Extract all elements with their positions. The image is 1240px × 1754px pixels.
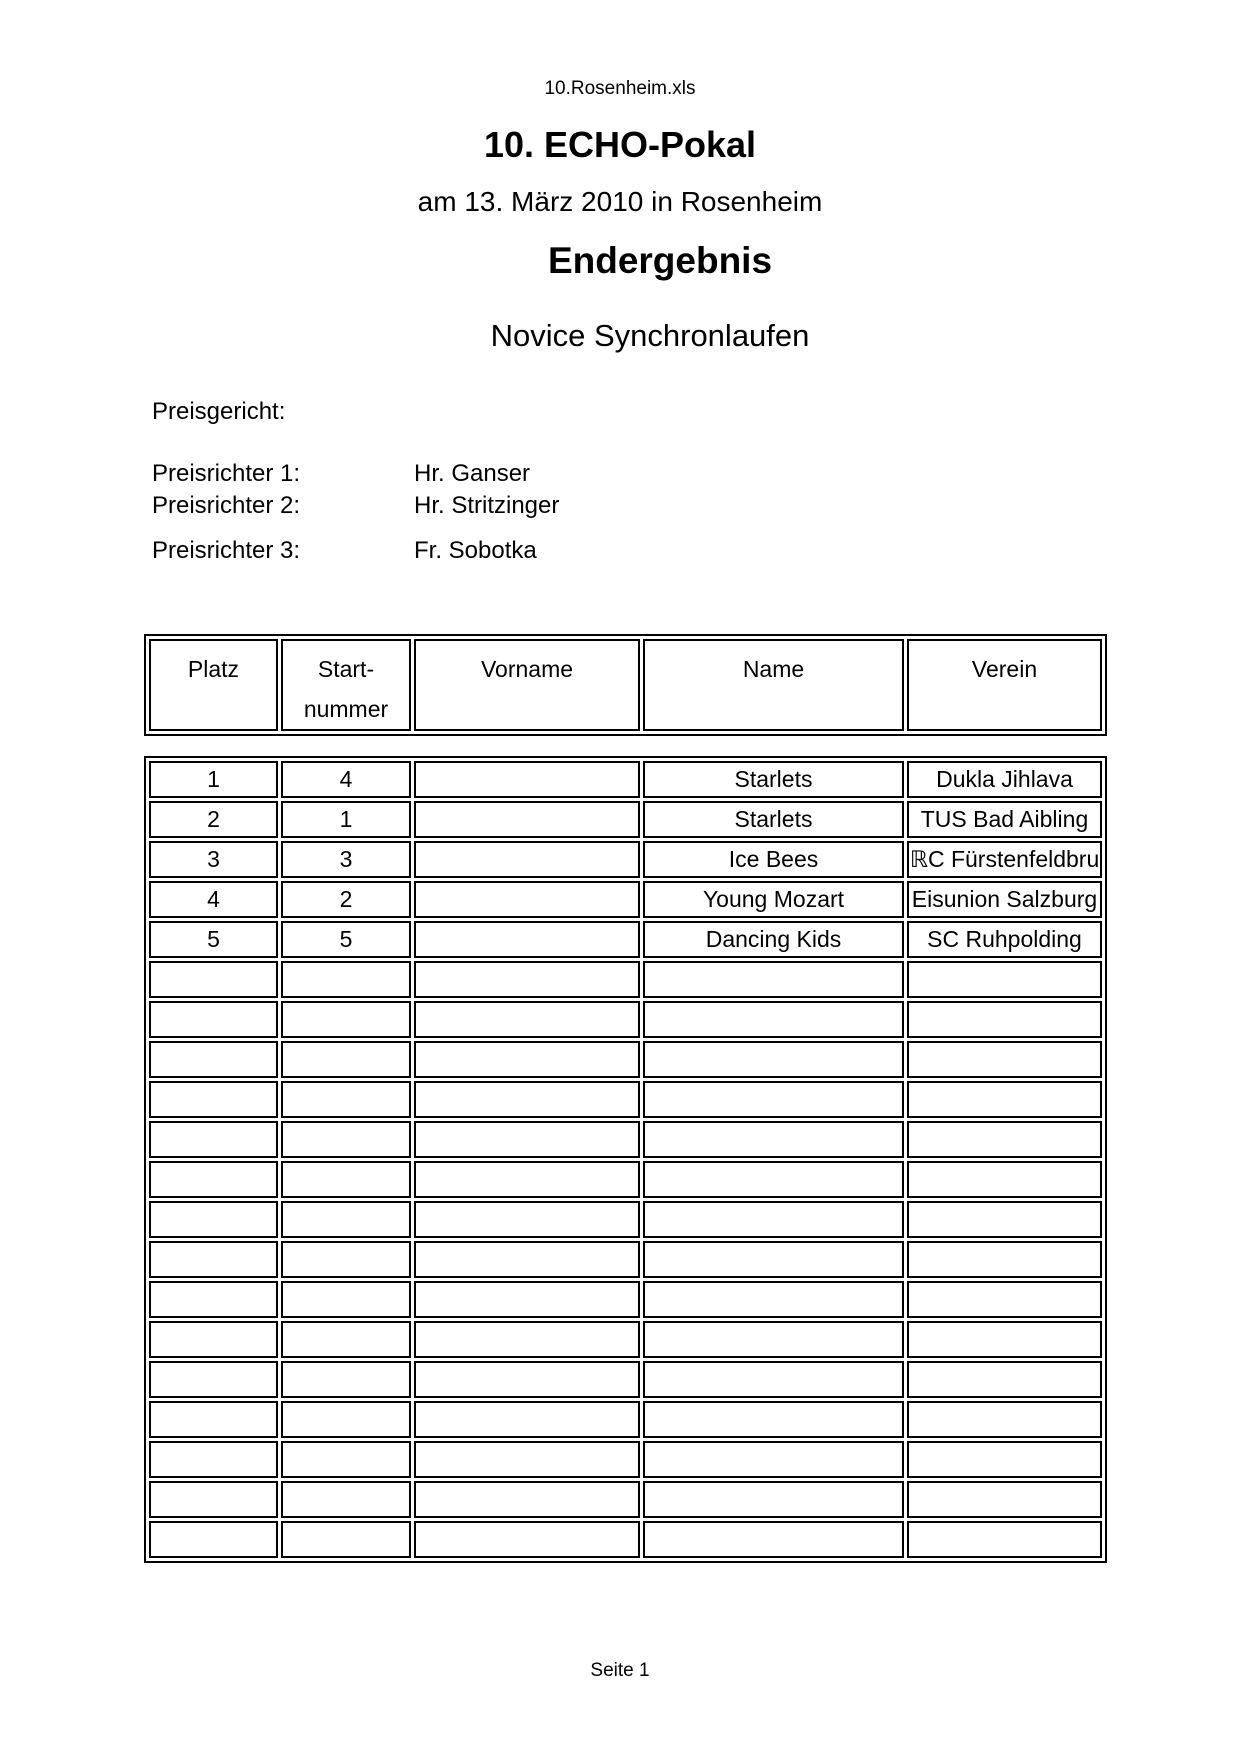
cell-place (149, 1481, 278, 1518)
table-row (149, 921, 1102, 958)
cell-start-number: 4 (281, 761, 411, 798)
cell-start-number (281, 1121, 411, 1158)
judge-label: Preisrichter 2: (152, 492, 301, 519)
cell-first-name (414, 961, 640, 998)
cell-club (907, 1281, 1102, 1318)
cell-club (907, 1401, 1102, 1438)
cell-name (643, 1401, 904, 1438)
cell-place: 3 (149, 841, 278, 878)
judge-label: Preisrichter 3: (152, 537, 301, 564)
table-row (149, 1241, 1102, 1278)
cell-name (643, 1361, 904, 1398)
cell-club: SC Ruhpolding (907, 921, 1102, 958)
cell-first-name (414, 1521, 640, 1558)
cell-first-name (414, 1441, 640, 1478)
cell-club (907, 1361, 1102, 1398)
cell-name (643, 1321, 904, 1358)
cell-name: Starlets (643, 761, 904, 798)
cell-start-number (281, 1001, 411, 1038)
cell-start-number (281, 1161, 411, 1198)
cell-name (643, 1241, 904, 1278)
cell-first-name (414, 881, 640, 918)
judge-name: Hr. Stritzinger (414, 492, 560, 519)
cell-first-name (414, 1041, 640, 1078)
table-row (149, 1401, 1102, 1438)
cell-club (907, 1521, 1102, 1558)
cell-first-name (414, 1401, 640, 1438)
judge-name: Fr. Sobotka (414, 537, 537, 564)
cell-place (149, 1521, 278, 1558)
file-name: 10.Rosenheim.xls (544, 78, 696, 99)
cell-place (149, 1441, 278, 1478)
table-row (149, 1361, 1102, 1398)
header-row (149, 639, 1102, 731)
jury-label: Preisgericht: (152, 398, 286, 425)
judge-label: Preisrichter 1: (152, 460, 301, 487)
cell-start-number (281, 1481, 411, 1518)
table-row (149, 881, 1102, 918)
cell-start-number (281, 1441, 411, 1478)
cell-club (907, 1001, 1102, 1038)
cell-place: 4 (149, 881, 278, 918)
cell-place: 1 (149, 761, 278, 798)
cell-first-name (414, 761, 640, 798)
cell-place: 5 (149, 921, 278, 958)
cell-club (907, 1441, 1102, 1478)
table-row (149, 1161, 1102, 1198)
result-heading: Endergebnis (547, 240, 773, 281)
cell-place (149, 961, 278, 998)
cell-place (149, 1201, 278, 1238)
column-header-club: Verein (907, 639, 1102, 731)
cell-name: Ice Bees (643, 841, 904, 878)
table-row (149, 1521, 1102, 1558)
cell-start-number (281, 1041, 411, 1078)
table-row (149, 1481, 1102, 1518)
cell-place (149, 1401, 278, 1438)
cell-first-name (414, 1321, 640, 1358)
cell-first-name (414, 1241, 640, 1278)
cell-club (907, 1121, 1102, 1158)
cell-first-name (414, 1121, 640, 1158)
cell-name (643, 1121, 904, 1158)
cell-name (643, 1041, 904, 1078)
cell-club: ℝC Fürstenfeldbru (907, 841, 1102, 878)
cell-first-name (414, 841, 640, 878)
cell-name (643, 1161, 904, 1198)
document-title: 10. ECHO-Pokal (483, 124, 757, 165)
cell-club (907, 1321, 1102, 1358)
cell-place (149, 1121, 278, 1158)
table-row (149, 961, 1102, 998)
results-table (144, 756, 1107, 1563)
cell-name (643, 1521, 904, 1558)
cell-club: TUS Bad Aibling (907, 801, 1102, 838)
cell-place (149, 1361, 278, 1398)
cell-start-number (281, 1241, 411, 1278)
table-row (149, 1441, 1102, 1478)
cell-first-name (414, 1481, 640, 1518)
cell-name (643, 1441, 904, 1478)
cell-place (149, 1081, 278, 1118)
table-row (149, 1081, 1102, 1118)
cell-start-number (281, 1321, 411, 1358)
table-row (149, 1041, 1102, 1078)
cell-place (149, 1321, 278, 1358)
cell-first-name (414, 1201, 640, 1238)
cell-start-number: 3 (281, 841, 411, 878)
cell-start-number (281, 1281, 411, 1318)
cell-first-name (414, 1161, 640, 1198)
cell-name: Young Mozart (643, 881, 904, 918)
cell-start-number (281, 1401, 411, 1438)
table-row (149, 841, 1102, 878)
cell-name (643, 961, 904, 998)
cell-start-number: 5 (281, 921, 411, 958)
cell-club (907, 1081, 1102, 1118)
cell-place (149, 1281, 278, 1318)
cell-place: 2 (149, 801, 278, 838)
cell-name: Starlets (643, 801, 904, 838)
judge-name: Hr. Ganser (414, 460, 531, 487)
column-header-first-name: Vorname (414, 639, 640, 731)
cell-place (149, 1161, 278, 1198)
cell-place (149, 1001, 278, 1038)
cell-place (149, 1041, 278, 1078)
page-number: Seite 1 (590, 1660, 650, 1681)
cell-club: Dukla Jihlava (907, 761, 1102, 798)
cell-first-name (414, 1081, 640, 1118)
event-date-location: am 13. März 2010 in Rosenheim (417, 186, 823, 217)
table-header (144, 634, 1107, 736)
cell-club (907, 1201, 1102, 1238)
cell-name (643, 1081, 904, 1118)
table-row (149, 1201, 1102, 1238)
cell-name (643, 1481, 904, 1518)
cell-first-name (414, 801, 640, 838)
cell-start-number (281, 1081, 411, 1118)
cell-name (643, 1201, 904, 1238)
cell-club (907, 1161, 1102, 1198)
table-row (149, 1321, 1102, 1358)
category-title: Novice Synchronlaufen (490, 318, 810, 353)
cell-first-name (414, 1281, 640, 1318)
cell-start-number (281, 1201, 411, 1238)
cell-start-number (281, 1361, 411, 1398)
cell-first-name (414, 1361, 640, 1398)
cell-place (149, 1241, 278, 1278)
cell-start-number (281, 1521, 411, 1558)
table-row (149, 1001, 1102, 1038)
cell-club (907, 1041, 1102, 1078)
table-row (149, 1281, 1102, 1318)
cell-start-number: 1 (281, 801, 411, 838)
table-row (149, 801, 1102, 838)
cell-club (907, 961, 1102, 998)
cell-club (907, 1241, 1102, 1278)
cell-club: Eisunion Salzburg (907, 881, 1102, 918)
cell-club (907, 1481, 1102, 1518)
column-header-place: Platz (149, 639, 278, 731)
table-row (149, 761, 1102, 798)
table-row (149, 1121, 1102, 1158)
column-header-name: Name (643, 639, 904, 731)
cell-name (643, 1281, 904, 1318)
column-header-start-number: Start- nummer (281, 639, 411, 731)
cell-name (643, 1001, 904, 1038)
cell-first-name (414, 1001, 640, 1038)
cell-start-number: 2 (281, 881, 411, 918)
cell-first-name (414, 921, 640, 958)
cell-start-number (281, 961, 411, 998)
cell-name: Dancing Kids (643, 921, 904, 958)
